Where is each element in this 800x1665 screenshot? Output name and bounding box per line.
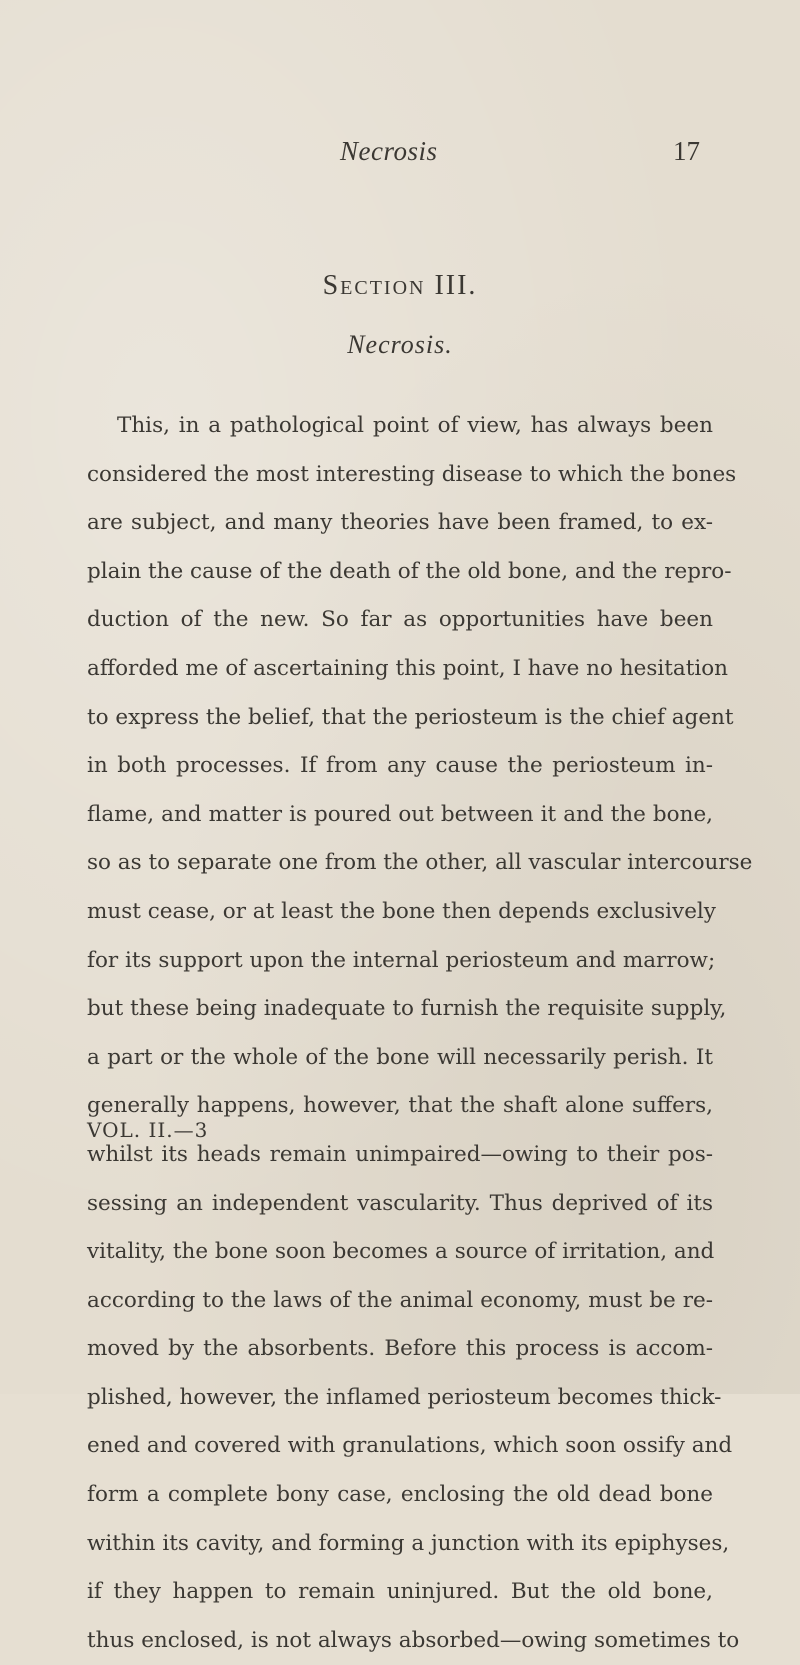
text-line: plished, however, the inflamed periosteum becomes thick- — [87, 1384, 722, 1410]
text-line: form a complete bony case, enclosing the old dead bone — [87, 1482, 713, 1508]
page-number: 17 — [673, 136, 700, 166]
text-line: ened and covered with granulations, which soon ossify and — [87, 1433, 733, 1459]
text-line: generally happens, however, that the shaft alone suffers, — [87, 1093, 713, 1119]
text-line: afforded me of ascertaining this point, I have no hesitation — [87, 655, 729, 681]
text-line: vitality, the bone soon becomes a source of irritation, and — [87, 1239, 715, 1265]
text-line: but these being inadequate to furnish the requisite supply, — [87, 996, 727, 1022]
page-header — [340, 136, 700, 176]
text-line: This, in a pathological point of view, has always been — [117, 413, 713, 438]
text-line: to express the belief, that the periosteum is the chief agent — [87, 704, 734, 730]
text-line: plain the cause of the death of the old bone, and the repro- — [87, 558, 732, 584]
section-subtitle: Necrosis. — [347, 330, 453, 359]
text-line: thus enclosed, is not always absorbed—owing sometimes to — [87, 1627, 740, 1653]
text-line: in both processes. If from any cause the periosteum in- — [87, 753, 713, 779]
body-paragraph — [87, 402, 753, 1665]
text-line: according to the laws of the animal economy, must be re- — [87, 1287, 713, 1313]
text-line: whilst its heads remain unimpaired—owing to their pos- — [87, 1141, 713, 1167]
text-line: flame, and matter is poured out between it and the bone, — [87, 801, 713, 827]
running-head: Necrosis — [340, 136, 438, 166]
text-line: so as to separate one from the other, all vascular intercourse — [87, 850, 753, 876]
text-line: for its support upon the internal periosteum and marrow; — [87, 947, 716, 973]
text-line: duction of the new. So far as opportunities have been — [87, 607, 713, 633]
text-line: if they happen to remain uninjured. But the old bone, — [87, 1579, 713, 1605]
text-line: sessing an independent vascularity. Thus deprived of its — [87, 1190, 713, 1216]
text-line: a part or the whole of the bone will necessarily perish. It — [87, 1044, 713, 1070]
text-line: considered the most interesting disease to which the bones — [87, 461, 737, 487]
signature-mark: VOL. II.—3 — [87, 1118, 209, 1142]
section-title: Section III. — [322, 270, 478, 301]
text-line: moved by the absorbents. Before this process is accom- — [87, 1336, 713, 1362]
text-line: within its cavity, and forming a junction with its epiphyses, — [87, 1530, 730, 1556]
text-line: must cease, or at least the bone then depends exclusively — [87, 898, 716, 924]
text-line: are subject, and many theories have been framed, to ex- — [87, 510, 713, 536]
